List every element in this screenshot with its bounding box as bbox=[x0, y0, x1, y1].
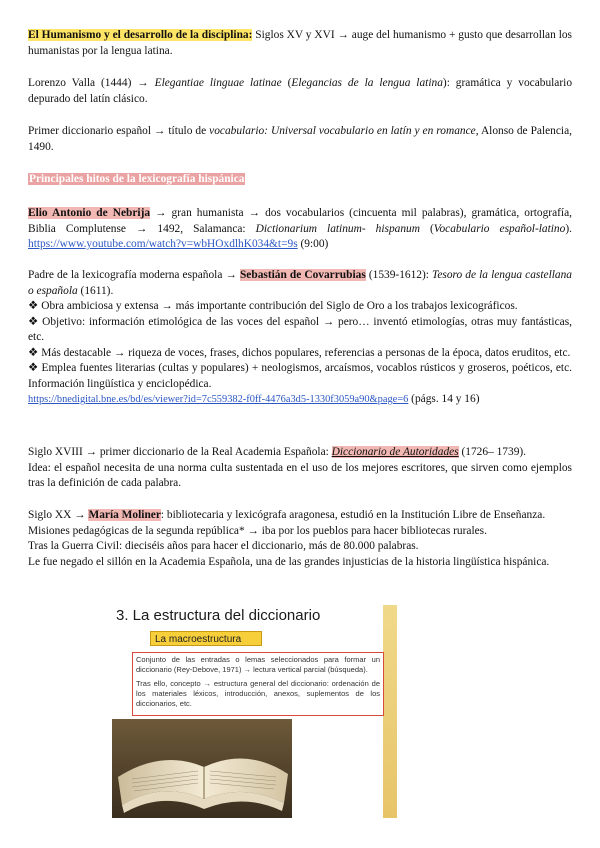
nebrija-time: (9:00) bbox=[297, 238, 329, 250]
paragraph-siglo-xviii bbox=[28, 445, 572, 492]
list-item bbox=[28, 361, 572, 392]
diamond-bullet-icon: ❖ bbox=[28, 362, 39, 374]
moliner-line2: Misiones pedagógicas de la segunda república* → iba por los pueblos para hacer bibliotecas rurales. bbox=[28, 524, 487, 537]
bullet-text: Objetivo: información etimológica de las voces del español → pero… inventó etimologías, otras muy fantásticas, etc. bbox=[28, 315, 572, 343]
bullet-text: Más destacable → riqueza de voces, frases, dichos populares, referencias a personas de la época, datos eruditos, etc. bbox=[41, 346, 571, 359]
paragraph-humanismo bbox=[28, 28, 572, 59]
valla-post: ): gramática y vocabulario depurado del latín clásico. bbox=[28, 77, 573, 105]
rae-title: Diccionario de Autoridades bbox=[331, 446, 459, 458]
section-heading: Principales hitos de la lexicografía hispánica bbox=[29, 173, 245, 185]
covarrubias-post: (1611). bbox=[77, 284, 114, 297]
nebrija-post: ). bbox=[565, 222, 572, 235]
moliner-name: María Moliner bbox=[88, 509, 161, 521]
valla-title-es: Elegancias de la lengua latina bbox=[291, 77, 443, 89]
paragraph-valla bbox=[28, 76, 572, 107]
palencia-pre: Primer diccionario español → título de bbox=[28, 125, 210, 137]
list-item bbox=[28, 346, 572, 362]
covarrubias-intro bbox=[28, 268, 572, 299]
rae-idea: Idea: el español necesita de una norma culta sustentada en el uso de los mejores escritores, que sirven como ejemplos tras la definición de cada palabra. bbox=[28, 461, 572, 489]
valla-pre: Lorenzo Valla (1444) → bbox=[28, 77, 155, 89]
valla-title: Elegantiae linguae latinae bbox=[154, 77, 282, 89]
valla-mid: ( bbox=[281, 77, 292, 89]
slide-image bbox=[112, 605, 397, 818]
rae-post: (1726– 1739). bbox=[458, 446, 527, 458]
slide-label: La macroestructura bbox=[150, 631, 262, 646]
moliner-line3: Tras la Guerra Civil: dieciséis años para hacer el diccionario, más de 80.000 palabras. bbox=[28, 540, 419, 552]
nebrija-pre: → gran humanista → dos vocabularios (cincuenta mil palabras), gramática, ortografía, Biblia Complutense → 1492, Salamanca: bbox=[28, 207, 572, 235]
humanismo-heading: El Humanismo y el desarrollo de la disciplina: bbox=[28, 29, 253, 41]
covarrubias-pre: Padre de la lexicografía moderna española → bbox=[28, 269, 240, 281]
rae-pre: Siglo XVIII → primer diccionario de la Real Academia Española: bbox=[28, 446, 332, 458]
list-item bbox=[28, 315, 572, 346]
moliner-pre: Siglo XX → bbox=[28, 509, 89, 521]
covarrubias-name: Sebastián de Covarrubias bbox=[239, 269, 366, 281]
bne-link[interactable]: https://bnedigital.bne.es/bd/es/viewer?id=7c559382-f0ff-4476a3d5-1330f3059a90&page=6 bbox=[28, 394, 409, 405]
bne-link-post: (págs. 14 y 16) bbox=[408, 393, 480, 405]
nebrija-title2: Vocabulario español-latino bbox=[433, 222, 566, 235]
diamond-bullet-icon: ❖ bbox=[28, 346, 39, 359]
moliner-post: : bibliotecaria y lexicógrafa aragonesa, estudió en la Institución Libre de Enseñanza. bbox=[160, 509, 546, 521]
covarrubias-years: (1539-1612): bbox=[365, 269, 433, 281]
covarrubias-title: Tesoro de la lengua castellana o española bbox=[28, 269, 572, 297]
open-book-icon bbox=[112, 719, 292, 818]
list-item bbox=[28, 299, 572, 315]
nebrija-name: Elio Antonio de Nebrija bbox=[28, 207, 151, 219]
nebrija-mid: ( bbox=[419, 222, 434, 235]
diamond-bullet-icon: ❖ bbox=[28, 300, 39, 312]
slide-box-text-1: Conjunto de las entradas o lemas seleccionados para formar un diccionario (Rey-Debove, 1971) → lectura vertical parcial (búsqueda). bbox=[136, 655, 380, 674]
slide-definition-box bbox=[132, 652, 384, 716]
palencia-post: , Alonso de Palencia, 1490. bbox=[28, 125, 572, 153]
diamond-bullet-icon: ❖ bbox=[28, 315, 40, 328]
bullet-text: Obra ambiciosa y extensa → más importante contribución del Siglo de Oro a los trabajos lexicográficos. bbox=[41, 300, 518, 312]
slide-box-text-2: Tras ello, concepto → estructura general del diccionario: ordenación de los materiales léxicos, introducción, anexos, suplementos de los diccionarios, etc. bbox=[136, 679, 380, 708]
slide-accent-band bbox=[383, 605, 397, 818]
paragraph-primer-diccionario bbox=[28, 124, 572, 155]
bullet-text: Emplea fuentes literarias (cultas y populares) + neologismos, arcaísmos, vocablos rústicos y groseros, poéticos, etc. Información lingüística y enciclopédica. bbox=[28, 362, 572, 390]
slide-title: 3. La estructura del diccionario bbox=[116, 607, 321, 624]
nebrija-title: Dictionarium latinum- hispanum bbox=[255, 222, 420, 235]
paragraph-covarrubias bbox=[28, 268, 572, 408]
moliner-line4: Le fue negado el sillón en la Academia Española, una de las grandes injusticias de la historia lingüística hispánica. bbox=[28, 555, 550, 568]
section-heading-paragraph bbox=[28, 172, 572, 188]
humanismo-text: Siglos XV y XVI → auge del humanismo + gusto que desarrollan los humanistas por la lengua latina. bbox=[28, 29, 572, 57]
palencia-title: vocabulario: Universal vocabulario en latín y en romance bbox=[209, 125, 476, 137]
youtube-link[interactable]: https://www.youtube.com/watch?v=wbHOxdlhK034&t=9s bbox=[28, 238, 298, 250]
paragraph-moliner bbox=[28, 508, 572, 570]
bne-link-line bbox=[28, 392, 572, 408]
paragraph-nebrija bbox=[28, 206, 572, 253]
